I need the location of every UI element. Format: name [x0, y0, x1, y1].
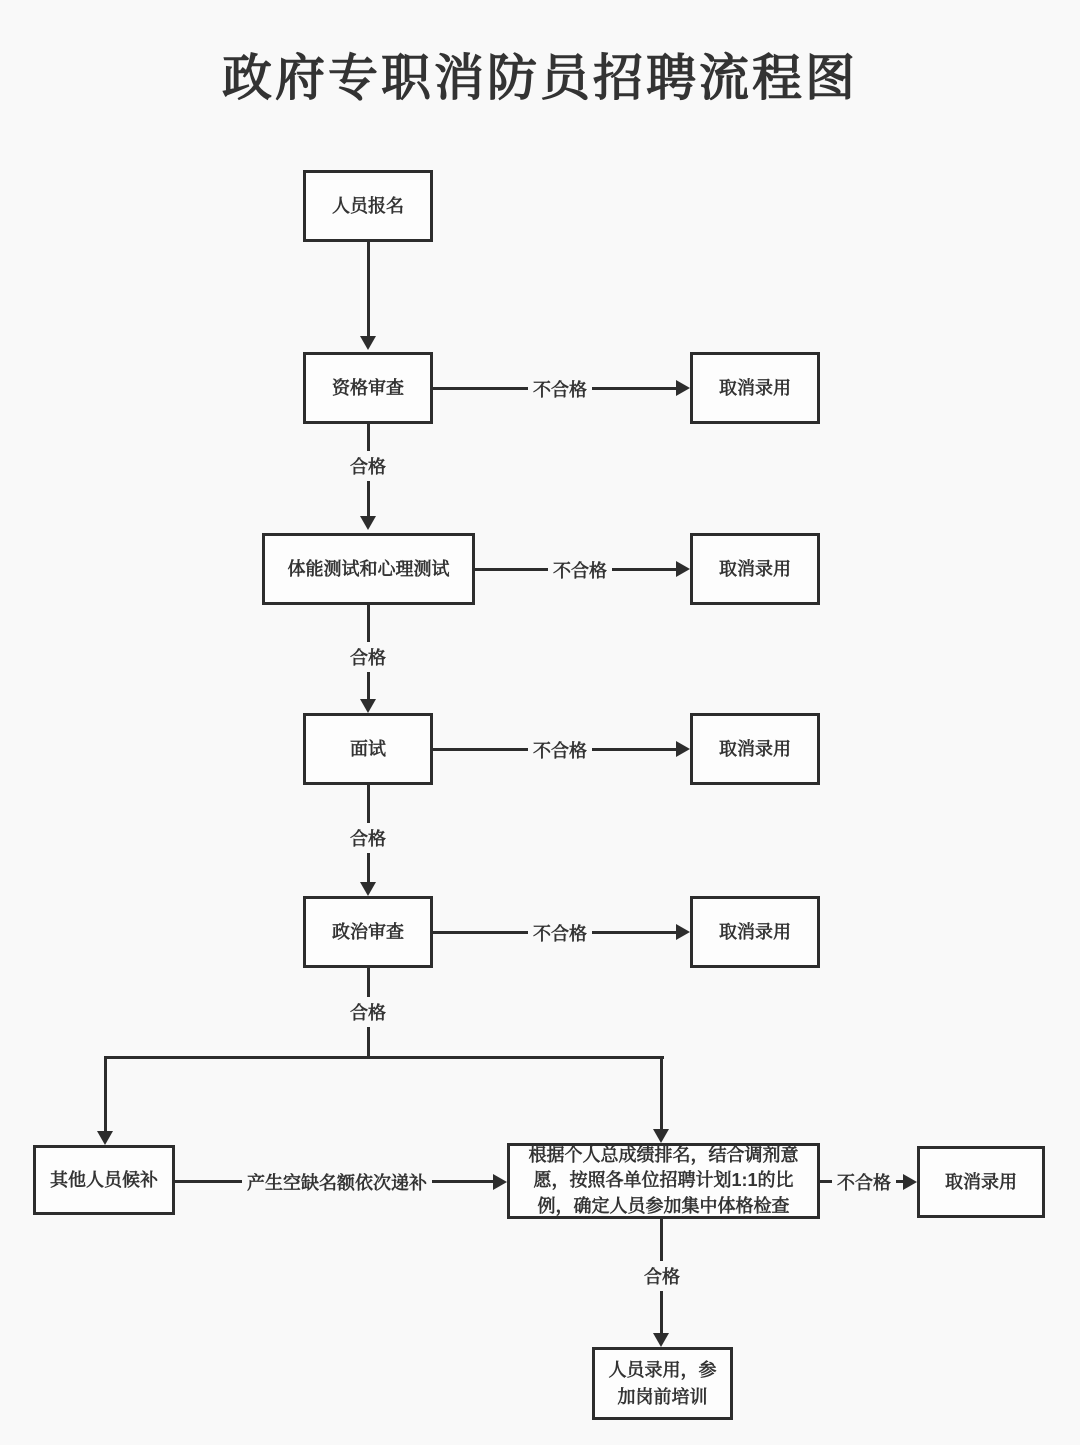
- node-qualification-review: 资格审查: [303, 352, 433, 424]
- arrowhead-down-icon: [360, 516, 376, 530]
- node-cancel-employment-2: 取消录用: [690, 533, 820, 605]
- edge-label-fail: 不合格: [528, 735, 592, 765]
- node-ranking-physical-exam: 根据个人总成绩排名，结合调剂意愿，按照各单位招聘计划1:1的比例，确定人员参加集中体格检查: [507, 1143, 820, 1219]
- arrowhead-right-icon: [676, 741, 690, 757]
- node-cancel-employment-3: 取消录用: [690, 713, 820, 785]
- page-title: 政府专职消防员招聘流程图: [222, 50, 858, 106]
- node-final-employment: 人员录用，参加岗前培训: [592, 1347, 733, 1420]
- node-cancel-employment-1: 取消录用: [690, 352, 820, 424]
- node-political-review: 政治审查: [303, 896, 433, 968]
- arrowhead-right-icon: [676, 561, 690, 577]
- arrowhead-down-icon: [97, 1131, 113, 1145]
- arrowhead-down-icon: [360, 699, 376, 713]
- edge-label-fail: 不合格: [548, 555, 612, 585]
- branch-right-line: [660, 1056, 663, 1129]
- edge-label-fail: 不合格: [528, 374, 592, 404]
- branch-horizontal-line: [104, 1056, 664, 1059]
- arrowhead-down-icon: [653, 1129, 669, 1143]
- arrowhead-right-icon: [676, 380, 690, 396]
- branch-left-line: [104, 1056, 107, 1131]
- arrowhead-down-icon: [653, 1333, 669, 1347]
- edge-label-fail: 不合格: [528, 918, 592, 948]
- edge-label-fail: 不合格: [832, 1167, 896, 1197]
- arrowhead-right-icon: [903, 1174, 917, 1190]
- arrowhead-down-icon: [360, 336, 376, 350]
- node-interview: 面试: [303, 713, 433, 785]
- arrowhead-right-icon: [676, 924, 690, 940]
- node-alternate-candidates: 其他人员候补: [33, 1145, 175, 1215]
- edge-label-pass: 合格: [345, 451, 391, 481]
- edge-start-to-qualification-line: [367, 242, 370, 336]
- node-cancel-employment-5: 取消录用: [917, 1146, 1045, 1218]
- edge-label-pass: 合格: [639, 1261, 685, 1291]
- arrowhead-right-icon: [493, 1174, 507, 1190]
- edge-label-vacancy-refill: 产生空缺名额依次递补: [242, 1167, 432, 1197]
- arrowhead-down-icon: [360, 882, 376, 896]
- node-physical-psych-test: 体能测试和心理测试: [262, 533, 475, 605]
- edge-label-pass: 合格: [345, 642, 391, 672]
- edge-label-pass: 合格: [345, 997, 391, 1027]
- node-cancel-employment-4: 取消录用: [690, 896, 820, 968]
- edge-label-pass: 合格: [345, 823, 391, 853]
- node-start: 人员报名: [303, 170, 433, 242]
